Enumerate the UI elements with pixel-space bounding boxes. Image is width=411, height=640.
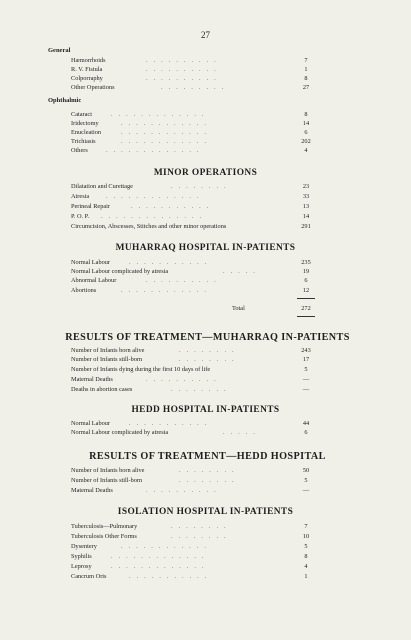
table-row xyxy=(71,385,316,394)
leader-dots: ..... xyxy=(223,429,261,436)
leader-dots: ............. xyxy=(106,147,205,154)
row-label: Deaths in abortion cases xyxy=(71,386,133,393)
row-label: Enucleation xyxy=(71,129,102,136)
table-row xyxy=(71,258,316,267)
row-value: 5 xyxy=(304,543,308,550)
row-value: 8 xyxy=(304,111,308,118)
row-label: Abnormal Labour xyxy=(71,277,117,284)
leader-dots: ........ xyxy=(179,347,240,354)
row-value: 243 xyxy=(301,347,311,354)
row-value: 1 xyxy=(304,66,308,73)
row-value: 7 xyxy=(304,57,308,64)
row-label: Normal Labour xyxy=(71,259,110,266)
row-label: Normal Labour complicated by atresia xyxy=(71,268,169,275)
row-label: Number of Infants dying during the first 10 days of life xyxy=(71,366,211,373)
row-label: Number of Infants still-born xyxy=(71,356,143,363)
table-row xyxy=(71,428,316,437)
table-row xyxy=(71,365,316,374)
page-number: 27 xyxy=(201,30,210,40)
table-row xyxy=(71,65,316,74)
table-row xyxy=(71,74,316,83)
row-value: 17 xyxy=(302,356,310,363)
row-value: 235 xyxy=(301,259,311,266)
row-value: 27 xyxy=(302,84,310,91)
row-value: 7 xyxy=(304,523,308,530)
total-rule xyxy=(297,298,315,299)
leader-dots: ........ xyxy=(171,533,232,540)
table-row xyxy=(71,572,316,581)
leader-dots: ............. xyxy=(111,111,210,118)
table-row xyxy=(71,375,316,384)
results-muharraq-heading: RESULTS OF TREATMENT—MUHARRAQ IN-PATIENTS xyxy=(65,332,350,343)
row-label: Dysentery xyxy=(71,543,97,550)
table-row xyxy=(71,552,316,561)
total-label: Total xyxy=(232,305,245,312)
leader-dots: ........ xyxy=(179,467,240,474)
leader-dots: .......... xyxy=(146,75,222,82)
row-label: Tuberculosis—Pulmonary xyxy=(71,523,138,530)
results-hedd-heading: RESULTS OF TREATMENT—HEDD HOSPITAL xyxy=(89,451,326,462)
row-label: Maternal Deaths xyxy=(71,487,113,494)
row-label: R. V. Fistula xyxy=(71,66,103,73)
table-row xyxy=(71,562,316,571)
total-rule xyxy=(297,316,315,317)
leader-dots: ........ xyxy=(171,386,232,393)
leader-dots: ........... xyxy=(131,203,215,210)
row-value: 202 xyxy=(301,138,311,145)
row-value: 5 xyxy=(304,366,308,373)
leader-dots: ............ xyxy=(121,129,212,136)
isolation-heading: ISOLATION HOSPITAL IN-PATIENTS xyxy=(117,507,294,517)
table-row xyxy=(71,522,316,531)
table-row xyxy=(71,137,316,146)
leader-dots: .......... xyxy=(146,66,222,73)
table-row xyxy=(71,192,316,201)
row-value: 44 xyxy=(302,420,310,427)
row-label: Perineal Repair xyxy=(71,203,110,210)
leader-dots: ............. xyxy=(111,563,210,570)
leader-dots: .............. xyxy=(101,213,208,220)
row-value: 10 xyxy=(302,533,310,540)
minor-operations-heading: MINOR OPERATIONS xyxy=(153,168,258,178)
table-row xyxy=(71,119,316,128)
leader-dots: ........... xyxy=(129,420,213,427)
leader-dots: ........ xyxy=(179,477,240,484)
row-label: Tuberculosis Other Forms xyxy=(71,533,137,540)
row-label: P. O. P. xyxy=(71,213,90,220)
table-row xyxy=(71,476,316,485)
row-label: Cancrum Oris xyxy=(71,573,107,580)
table-row xyxy=(71,355,316,364)
leader-dots: .......... xyxy=(146,277,222,284)
table-row xyxy=(71,542,316,551)
row-label: Syphilis xyxy=(71,553,92,560)
table-row xyxy=(71,466,316,475)
leader-dots: ............. xyxy=(111,553,210,560)
table-row xyxy=(71,202,316,211)
row-value: 291 xyxy=(301,223,311,230)
leader-dots: .......... xyxy=(146,376,222,383)
row-label: Number of Infants born alive xyxy=(71,347,145,354)
leader-dots: ..... xyxy=(223,268,261,275)
row-label: Others xyxy=(71,147,88,154)
row-label: Leprosy xyxy=(71,563,92,570)
table-row xyxy=(71,212,316,221)
row-value: 8 xyxy=(304,553,308,560)
row-value: — xyxy=(302,386,310,393)
row-label: Circumcision, Abscesses, Stitches and other minor operations xyxy=(71,223,227,230)
row-value: 14 xyxy=(302,213,310,220)
leader-dots: ............. xyxy=(106,193,205,200)
row-label: Hæmorrhoids xyxy=(71,57,106,64)
row-label: Dilatation and Curettage xyxy=(71,183,133,190)
leader-dots: ............ xyxy=(121,120,212,127)
table-row xyxy=(71,286,316,295)
row-label: Number of Infants born alive xyxy=(71,467,145,474)
row-value: 14 xyxy=(302,120,310,127)
table-row xyxy=(71,486,316,495)
general-heading: General xyxy=(48,47,71,54)
row-value: 19 xyxy=(302,268,310,275)
row-label: Maternal Deaths xyxy=(71,376,113,383)
row-value: 5 xyxy=(304,477,308,484)
row-value: 50 xyxy=(302,467,310,474)
hedd-inpatients-heading: HEDD HOSPITAL IN-PATIENTS xyxy=(131,405,280,415)
row-value: — xyxy=(302,487,310,494)
row-value: 4 xyxy=(304,563,308,570)
row-label: Other Operations xyxy=(71,84,115,91)
table-row xyxy=(71,128,316,137)
row-label: Normal Labour complicated by atresia xyxy=(71,429,169,436)
row-label: Atresia xyxy=(71,193,90,200)
leader-dots: .......... xyxy=(146,487,222,494)
table-row xyxy=(71,146,316,155)
row-value: 6 xyxy=(304,429,308,436)
row-label: Iridectomy xyxy=(71,120,99,127)
row-value: 4 xyxy=(304,147,308,154)
ophthalmic-heading: Ophthalmic xyxy=(48,97,82,104)
leader-dots: ......... xyxy=(161,84,230,91)
leader-dots: ........... xyxy=(129,573,213,580)
row-value: 23 xyxy=(302,183,310,190)
table-row xyxy=(71,346,316,355)
muharraq-inpatients-heading: MUHARRAQ HOSPITAL IN-PATIENTS xyxy=(115,243,296,253)
row-value: 12 xyxy=(302,287,310,294)
leader-dots: ........ xyxy=(179,356,240,363)
row-label: Number of Infants still-born xyxy=(71,477,143,484)
leader-dots: .......... xyxy=(146,57,222,64)
row-value: — xyxy=(302,376,310,383)
table-row xyxy=(71,419,316,428)
leader-dots: ........... xyxy=(129,259,213,266)
row-label: Abortions xyxy=(71,287,97,294)
row-value: 33 xyxy=(302,193,310,200)
row-label: Normal Labour xyxy=(71,420,110,427)
table-row xyxy=(71,267,316,276)
leader-dots: ............ xyxy=(121,138,212,145)
row-value: 6 xyxy=(304,277,308,284)
table-row xyxy=(71,276,316,285)
leader-dots: ............ xyxy=(121,287,212,294)
total-value: 272 xyxy=(301,305,311,312)
leader-dots: ........ xyxy=(171,183,232,190)
table-row xyxy=(71,83,316,92)
row-value: 13 xyxy=(302,203,310,210)
table-row xyxy=(71,532,316,541)
leader-dots: ............ xyxy=(121,543,212,550)
row-value: 6 xyxy=(304,129,308,136)
leader-dots: ........ xyxy=(171,523,232,530)
table-row xyxy=(71,182,316,191)
row-label: Trichiasis xyxy=(71,138,96,145)
table-row xyxy=(71,110,316,119)
row-value: 8 xyxy=(304,75,308,82)
row-label: Cataract xyxy=(71,111,92,118)
row-value: 1 xyxy=(304,573,308,580)
table-row xyxy=(71,222,316,231)
row-label: Colporraphy xyxy=(71,75,103,82)
table-row xyxy=(71,56,316,65)
